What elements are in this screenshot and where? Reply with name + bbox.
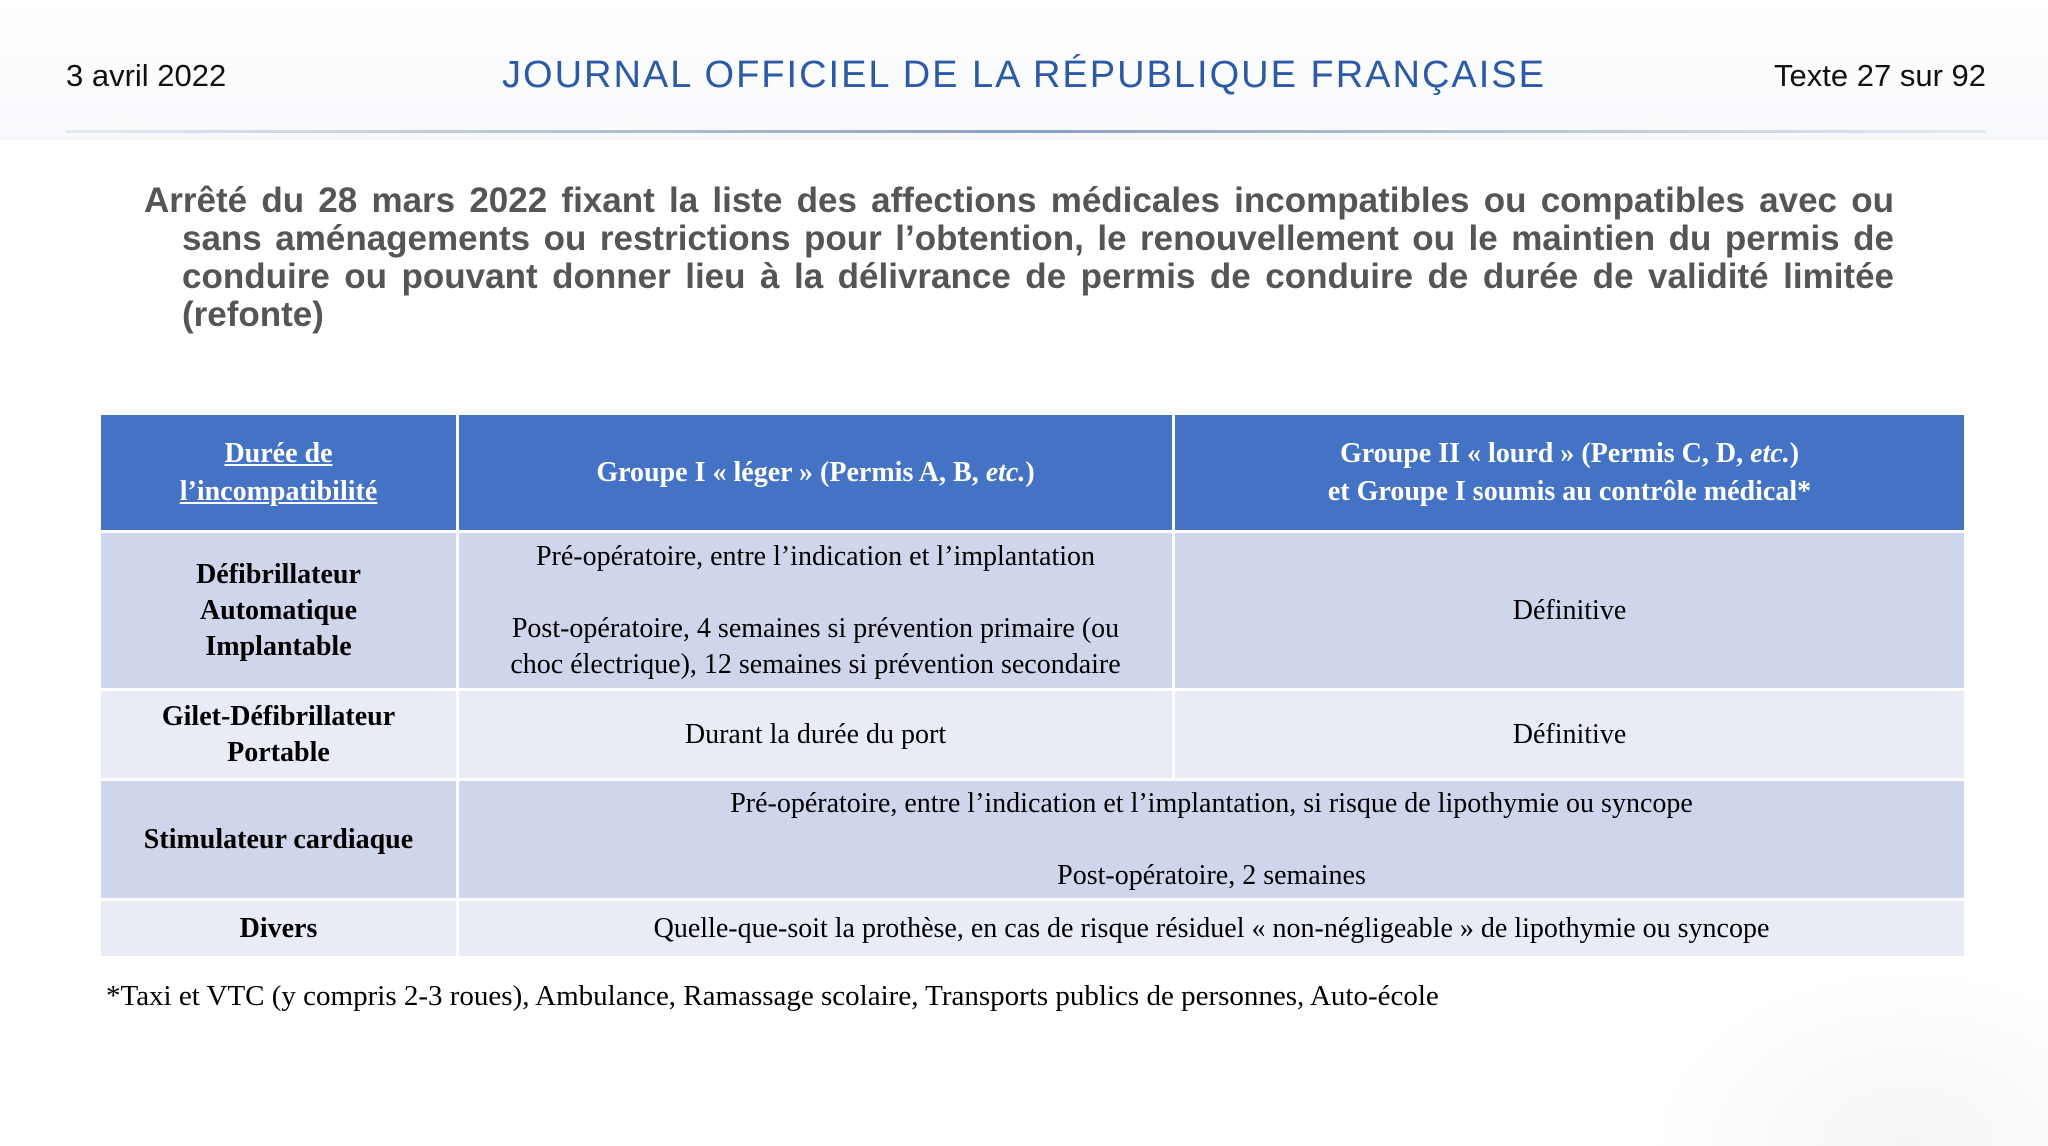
cell-group1 [458, 532, 1174, 690]
header-duration-line2: l’incompatibilité [179, 475, 378, 507]
header-group2-close: ) [1789, 437, 1800, 469]
cell-line: Pré-opératoire, entre l’indication et l’implantation, si risque de lipothymie ou syncope [730, 787, 1693, 819]
header-group2-etc: etc. [1750, 437, 1790, 469]
publication-date: 3 avril 2022 [66, 58, 227, 93]
cell-group1: Durant la durée du port [458, 690, 1174, 780]
incompatibility-table [98, 412, 1967, 959]
label-line: Gilet-Défibrillateur [161, 700, 396, 732]
header-group1-text: Groupe I « léger » (Permis A, B, [596, 456, 986, 488]
header-group1-etc: etc. [985, 456, 1026, 488]
cell-merged: Quelle-que-soit la prothèse, en cas de risque résiduel « non-négligeable » de lipothymie ou syncope [458, 900, 1966, 958]
label-line: Implantable [205, 630, 352, 662]
page-header [0, 0, 2048, 140]
cell-line: Post-opératoire, 4 semaines si prévention primaire (ou [511, 612, 1120, 644]
header-group2-line2: et Groupe I soumis au contrôle médical* [1327, 475, 1812, 507]
header-group1 [458, 414, 1174, 532]
row-label-stimulateur: Stimulateur cardiaque [100, 780, 458, 900]
footnote: *Taxi et VTC (y compris 2-3 roues), Ambulance, Ramassage scolaire, Transports publics de personnes, Auto-école [106, 980, 1439, 1012]
header-group2-text: Groupe II « lourd » (Permis C, D, [1339, 437, 1751, 469]
text-number: Texte 27 sur 92 [1774, 58, 1986, 93]
cell-group2: Définitive [1174, 532, 1966, 690]
table-row [100, 532, 1966, 690]
cell-merged [458, 780, 1966, 900]
cell-line: choc électrique), 12 semaines si prévention secondaire [510, 648, 1121, 680]
background-swoosh [1648, 966, 2048, 1146]
header-duration-line1: Durée de [224, 437, 333, 469]
journal-title: JOURNAL OFFICIEL DE LA RÉPUBLIQUE FRANÇAISE [502, 54, 1546, 96]
table-row [100, 780, 1966, 900]
cell-line: Pré-opératoire, entre l’indication et l’implantation [535, 540, 1095, 572]
table-row [100, 900, 1966, 958]
header-duration [100, 414, 458, 532]
cell-line: Post-opératoire, 2 semaines [1057, 859, 1366, 891]
label-line: Défibrillateur [196, 558, 361, 590]
header-divider [66, 130, 1986, 133]
table-row [100, 690, 1966, 780]
header-group2 [1174, 414, 1966, 532]
cell-group2: Définitive [1174, 690, 1966, 780]
table-header-row [100, 414, 1966, 532]
row-label-divers: Divers [100, 900, 458, 958]
arrete-title: Arrêté du 28 mars 2022 fixant la liste des affections médicales incompatibles ou compatibles avec ou sans aménagements ou restrictions pour l’obtention, le renouvellement ou le maintien du permis de conduire ou pouvant donner lieu à la délivrance de permis de conduire de durée de validité limitée (refonte) [144, 181, 1894, 334]
row-label-defibrillateur-implantable [100, 532, 458, 690]
label-line: Automatique [199, 594, 358, 626]
row-label-gilet-defibrillateur [100, 690, 458, 780]
header-group1-close: ) [1025, 456, 1035, 488]
label-line: Portable [227, 736, 330, 768]
